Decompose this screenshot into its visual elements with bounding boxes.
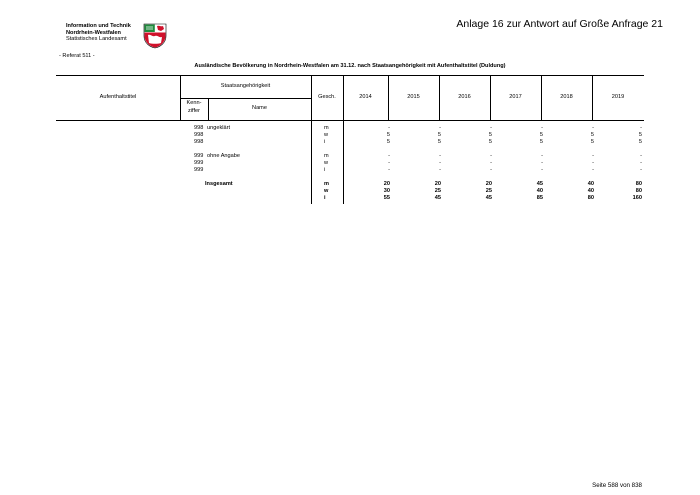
- cell-2015: 45: [434, 195, 441, 201]
- organisation-name: [66, 23, 131, 43]
- cell-2017: 5: [539, 132, 543, 138]
- cell-2019: -: [640, 125, 642, 131]
- cell-2019: 160: [632, 195, 642, 201]
- header-year-2018: 2018: [560, 94, 573, 100]
- row-geschlecht: w: [324, 188, 329, 194]
- row-geschlecht: m: [324, 125, 329, 131]
- cell-2015: 20: [434, 181, 441, 187]
- cell-2015: -: [439, 125, 441, 131]
- cell-2018: -: [592, 125, 594, 131]
- cell-2019: 80: [635, 188, 642, 194]
- cell-2017: -: [541, 153, 543, 159]
- cell-2017: 40: [536, 188, 543, 194]
- cell-2016: 5: [488, 132, 492, 138]
- header-year-2016: 2016: [458, 94, 471, 100]
- cell-2019: 5: [638, 139, 642, 145]
- cell-2016: 20: [485, 181, 492, 187]
- cell-2018: -: [592, 167, 594, 173]
- cell-2016: 25: [485, 188, 492, 194]
- header-kennziffer-1: Kenn-: [186, 100, 202, 106]
- cell-2016: -: [490, 153, 492, 159]
- attachment-title: Anlage 16 zur Antwort auf Große Anfrage 21: [456, 18, 663, 30]
- row-geschlecht: w: [324, 160, 329, 166]
- row-kennziffer: 999: [194, 167, 204, 173]
- row-geschlecht: w: [324, 132, 329, 138]
- cell-2018: 5: [590, 132, 594, 138]
- cell-2014: -: [388, 153, 390, 159]
- cell-2014: -: [388, 160, 390, 166]
- cell-2019: 80: [635, 181, 642, 187]
- department-reference: - Referat 511 -: [59, 53, 95, 59]
- org-line-2: Nordrhein-Westfalen: [66, 29, 121, 36]
- row-name-total: Insgesamt: [205, 181, 233, 187]
- row-kennziffer: 998: [194, 125, 204, 131]
- cell-2014: 5: [386, 139, 390, 145]
- table-title: Ausländische Bevölkerung in Nordrhein-Westfalen am 31.12. nach Staatsangehörigkeit mit Aufenthaltstitel (Duldung): [194, 63, 506, 69]
- cell-2019: 5: [638, 132, 642, 138]
- row-kennziffer: 998: [194, 132, 204, 138]
- cell-2019: -: [640, 160, 642, 166]
- cell-2015: 25: [434, 188, 441, 194]
- cell-2015: -: [439, 153, 441, 159]
- cell-2014: 5: [386, 132, 390, 138]
- cell-2018: -: [592, 160, 594, 166]
- header-staatsangehoerigkeit: Staatsangehörigkeit: [220, 83, 271, 89]
- cell-2014: -: [388, 125, 390, 131]
- cell-2016: -: [490, 167, 492, 173]
- header-aufenthaltstitel: Aufenthaltstitel: [99, 94, 137, 100]
- row-geschlecht: i: [324, 139, 326, 145]
- row-kennziffer: 999: [194, 160, 204, 166]
- org-line-1: Information und Technik: [66, 23, 131, 29]
- cell-2016: -: [490, 160, 492, 166]
- header-year-2017: 2017: [509, 94, 522, 100]
- cell-2016: -: [490, 125, 492, 131]
- cell-2017: -: [541, 125, 543, 131]
- cell-2017: 5: [539, 139, 543, 145]
- cell-2019: -: [640, 167, 642, 173]
- org-line-3: Statistisches Landesamt: [66, 36, 127, 42]
- table-header: [56, 75, 644, 121]
- row-kennziffer: 998: [194, 139, 204, 145]
- cell-2018: 40: [587, 188, 594, 194]
- header-geschlecht: Gesch.: [318, 94, 336, 100]
- header-year-2015: 2015: [407, 94, 420, 100]
- cell-2018: 80: [587, 195, 594, 201]
- cell-2017: -: [541, 160, 543, 166]
- header-year-2019: 2019: [611, 94, 625, 100]
- row-geschlecht: m: [324, 153, 329, 159]
- row-name: ungeklärt: [207, 125, 231, 131]
- cell-2014: 30: [383, 188, 390, 194]
- cell-2019: -: [640, 153, 642, 159]
- cell-2015: -: [439, 167, 441, 173]
- cell-2017: 85: [536, 195, 543, 201]
- cell-2014: 55: [383, 195, 390, 201]
- cell-2014: -: [388, 167, 390, 173]
- row-geschlecht: i: [324, 167, 326, 173]
- header-name: Name: [252, 105, 267, 111]
- row-kennziffer: 999: [194, 153, 204, 159]
- cell-2018: 40: [587, 181, 594, 187]
- cell-2017: -: [541, 167, 543, 173]
- page-number: Seite 588 von 838: [592, 482, 642, 489]
- row-geschlecht: m: [324, 181, 329, 187]
- row-name: ohne Angabe: [207, 153, 240, 159]
- row-geschlecht: i: [324, 195, 326, 201]
- cell-2015: 5: [437, 132, 441, 138]
- header-kennziffer-2: ziffer: [187, 108, 201, 114]
- nrw-coat-of-arms-logo: [143, 23, 167, 49]
- header-year-2014: 2014: [359, 94, 372, 100]
- cell-2017: 45: [536, 181, 543, 187]
- cell-2016: 45: [485, 195, 492, 201]
- cell-2014: 20: [383, 181, 390, 187]
- cell-2018: -: [592, 153, 594, 159]
- cell-2018: 5: [590, 139, 594, 145]
- cell-2016: 5: [488, 139, 492, 145]
- cell-2015: -: [439, 160, 441, 166]
- cell-2015: 5: [437, 139, 441, 145]
